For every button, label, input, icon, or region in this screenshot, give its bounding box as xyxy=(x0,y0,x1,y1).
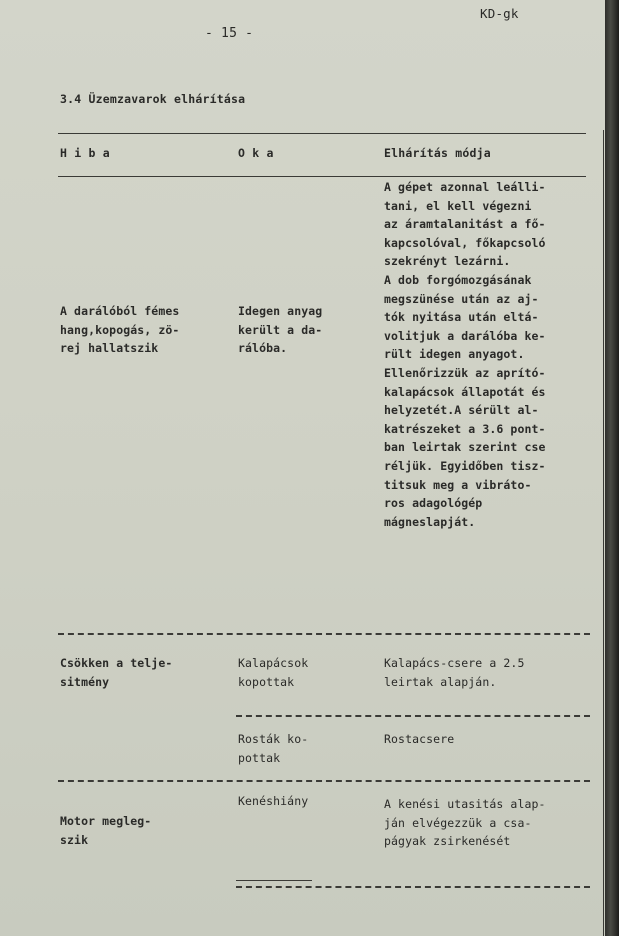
row1-elharitas-line: az áramtalanitást a fő- xyxy=(384,217,546,232)
row1-oka-line: Idegen anyag xyxy=(238,304,323,318)
page-edge-shadow xyxy=(605,0,619,936)
row2-elharitas-line: Kalapács-csere a 2.5 xyxy=(384,656,525,670)
row1-elharitas-line: szekrényt lezárni. xyxy=(384,254,511,269)
row3-oka-line: pottak xyxy=(238,750,281,765)
column-header-elharitas: Elhárítás módja xyxy=(384,146,491,160)
row2-oka-line: kopottak xyxy=(238,674,295,689)
row1-oka-cell xyxy=(238,302,322,358)
row3-elharitas-line: Rostacsere xyxy=(384,732,455,746)
row1-elharitas-line: katrészeket a 3.6 pont- xyxy=(384,421,546,436)
row3-oka-line: Rosták ko- xyxy=(238,732,309,746)
row1-elharitas-cell xyxy=(384,178,546,531)
row4-elharitas-line: págyak zsirkenését xyxy=(384,834,511,849)
row1-oka-line: került a da- xyxy=(238,322,323,337)
row1-elharitas-line: tók nyitása után eltá- xyxy=(384,310,539,325)
row1-elharitas-line: megszünése után az aj- xyxy=(384,291,539,306)
row1-elharitas-line: volitjuk a darálóba ke- xyxy=(384,328,546,343)
row4-oka-cell xyxy=(238,792,308,811)
row-separator xyxy=(58,633,590,635)
reference-code: KD-gk xyxy=(480,6,519,21)
row1-hiba-line: hang,kopogás, zö- xyxy=(60,322,180,337)
row1-elharitas-line: titsuk meg a vibráto- xyxy=(384,477,532,492)
row2-hiba-line: sitmény xyxy=(60,674,110,689)
row1-hiba-line: rej hallatszik xyxy=(60,341,159,356)
row1-elharitas-line: kalapácsok állapotát és xyxy=(384,384,546,399)
row1-elharitas-line: ban leirtak szerint cse xyxy=(384,440,546,455)
row-separator xyxy=(58,780,590,782)
row3-oka-cell xyxy=(238,730,308,767)
row1-elharitas-line: rült idegen anyagot. xyxy=(384,347,525,362)
row3-elharitas-cell xyxy=(384,730,454,749)
row1-oka-line: rálóba. xyxy=(238,341,288,356)
row2-hiba-cell xyxy=(60,654,172,691)
table-top-rule xyxy=(58,133,586,134)
row1-elharitas-line: A gépet azonnal leálli- xyxy=(384,180,546,194)
column-header-oka: O k a xyxy=(238,146,274,160)
row1-hiba-cell xyxy=(60,302,179,358)
row2-elharitas-line: leirtak alapján. xyxy=(384,674,497,689)
page-number: - 15 - xyxy=(205,26,254,41)
section-title: 3.4 Üzemzavarok elhárítása xyxy=(60,92,246,106)
row1-hiba-line: A darálóból fémes xyxy=(60,304,180,318)
row4-oka-line: Kenéshiány xyxy=(238,794,309,808)
subrow-separator xyxy=(236,715,590,717)
row1-elharitas-line: réljük. Egyidőben tisz- xyxy=(384,458,546,473)
row4-hiba-line: Motor megleg- xyxy=(60,814,152,828)
row4-elharitas-line: A kenési utasitás alap- xyxy=(384,797,546,811)
row4-elharitas-line: ján elvégezzük a csa- xyxy=(384,815,532,830)
row2-oka-line: Kalapácsok xyxy=(238,656,309,670)
row1-elharitas-line: mágneslapját. xyxy=(384,514,476,529)
row4-elharitas-cell xyxy=(384,795,546,851)
row1-elharitas-line: Ellenőrizzük az aprító- xyxy=(384,365,546,380)
row1-elharitas-line: A dob forgómozgásának xyxy=(384,272,532,287)
row2-elharitas-cell xyxy=(384,654,524,691)
column-header-hiba: H i b a xyxy=(60,146,110,160)
row1-elharitas-line: kapcsolóval, főkapcsoló xyxy=(384,235,546,250)
row1-elharitas-line: ros adagológép xyxy=(384,496,483,511)
table-right-border xyxy=(603,130,604,936)
short-underline xyxy=(236,880,312,881)
row4-hiba-line: szik xyxy=(60,832,89,847)
row2-hiba-line: Csökken a telje- xyxy=(60,656,173,670)
row1-elharitas-line: tani, el kell végezni xyxy=(384,198,532,213)
row-separator xyxy=(236,886,590,888)
row2-oka-cell xyxy=(238,654,308,691)
row4-hiba-cell xyxy=(60,812,151,849)
row1-elharitas-line: helyzetét.A sérült al- xyxy=(384,403,539,418)
table-header-rule xyxy=(58,176,586,177)
